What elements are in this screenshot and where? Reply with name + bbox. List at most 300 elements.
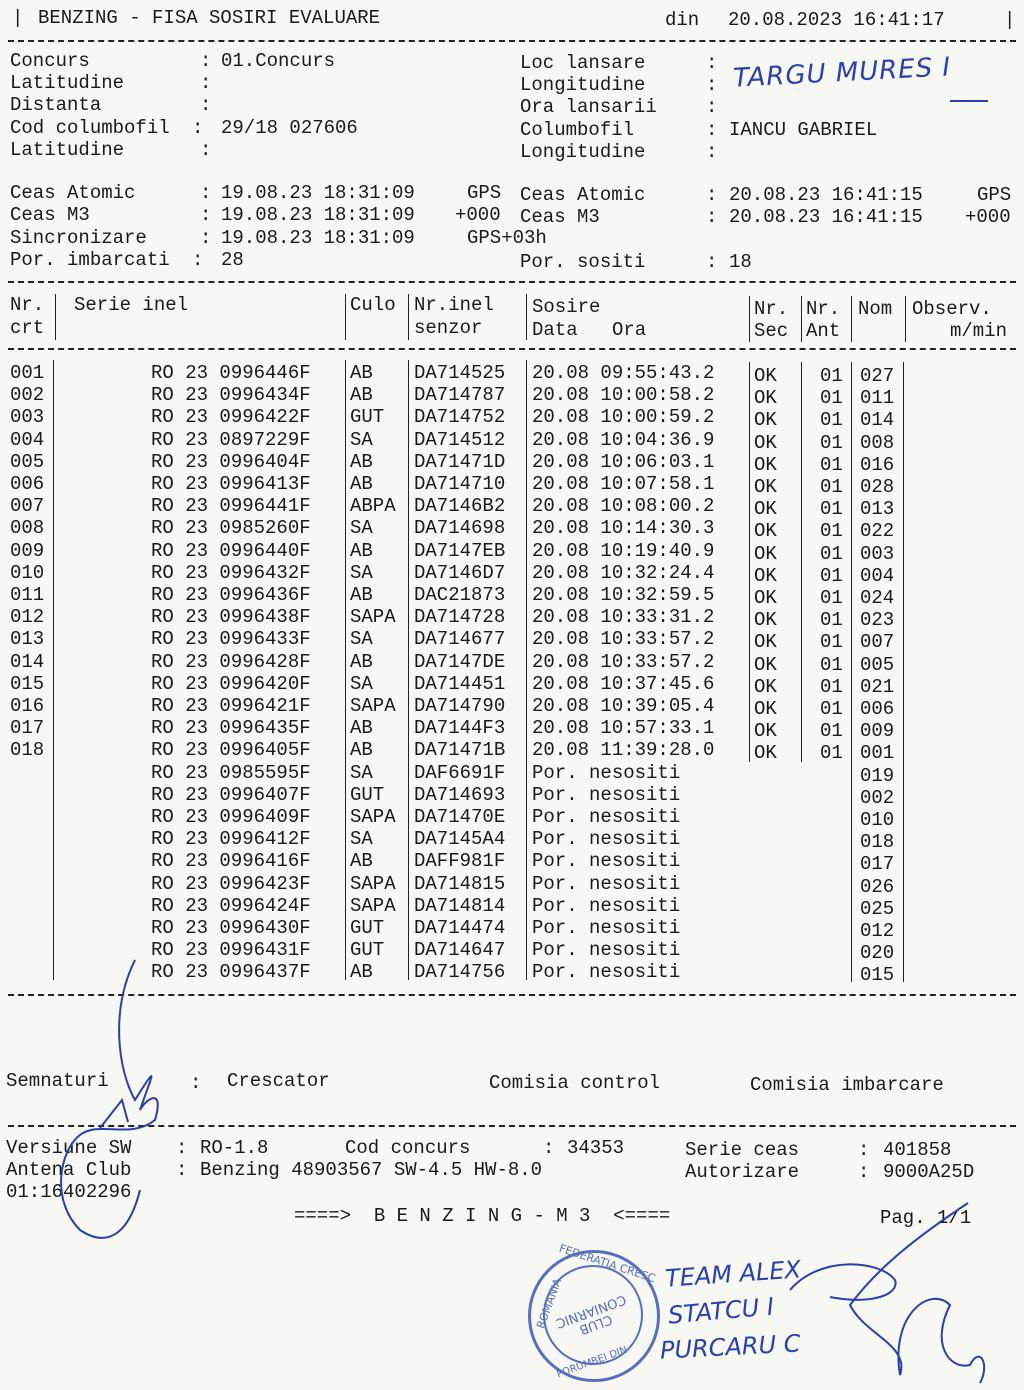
row-nom: 027 (860, 365, 895, 387)
row-ring-series: RO 23 0996428F (151, 650, 311, 673)
header-sep (905, 296, 906, 342)
row-color: AB (350, 961, 373, 984)
colon: : (192, 117, 204, 139)
row-color: GUT (350, 939, 385, 962)
row-nom: 010 (860, 809, 895, 831)
colon: : (543, 1137, 555, 1159)
stamp-text-bottom: PORUMBEI DIN (555, 1344, 629, 1381)
loc-lansare-handwritten: TARGU MURES I (732, 52, 952, 94)
row-sec: OK (754, 476, 777, 498)
row-arrival: 20.08 10:14:30.3 (532, 517, 715, 540)
colon: : (200, 50, 212, 72)
colon: : (706, 96, 718, 118)
row-sec: OK (754, 453, 777, 476)
row-ant: 01 (820, 365, 843, 387)
row-sec: OK (754, 542, 777, 565)
header-left-bar: | (12, 7, 24, 29)
m3-clock-label: Ceas M3 (10, 204, 90, 226)
row-sec: OK (754, 742, 777, 765)
col-data: Data (532, 319, 578, 341)
date-label: din (665, 9, 700, 31)
cod-columbofil-label: Cod columbofil (10, 117, 170, 139)
row-ring-series: RO 23 0985260F (151, 517, 311, 540)
antena-value: Benzing 48903567 SW-4.5 HW-8.0 (200, 1159, 543, 1181)
row-ant: 01 (820, 431, 843, 454)
row-sensor-ring: DA714512 (414, 428, 506, 451)
row-sensor-ring: DA714474 (414, 917, 506, 939)
row-ring-series: RO 23 0996436F (151, 584, 311, 606)
row-arrival: 20.08 10:37:45.6 (532, 672, 715, 695)
row-color: GUT (350, 783, 385, 806)
row-nom: 017 (860, 853, 895, 876)
club-id: 01:16402296 (6, 1181, 132, 1203)
atomic-clock-end: 20.08.23 16:41:15 (729, 184, 923, 206)
row-nom: 008 (860, 431, 895, 454)
row-ant: 01 (820, 653, 843, 676)
m3-clock-end: 20.08.23 16:41:15 (729, 206, 923, 228)
imbarcati-value: 28 (221, 249, 244, 271)
row-ant: 01 (820, 542, 843, 565)
row-arrival: 20.08 10:33:57.2 (532, 650, 715, 673)
row-ring-series: RO 23 0996435F (151, 717, 311, 740)
row-color: AB (350, 450, 373, 473)
row-nr: 016 (10, 695, 45, 717)
row-sensor-ring: DA714752 (414, 406, 506, 429)
colon: : (200, 94, 212, 116)
sositi-label: Por. sositi (520, 251, 646, 273)
row-sensor-ring: DA714451 (414, 672, 506, 695)
row-nom: 004 (860, 564, 895, 587)
row-sensor-ring: DA714728 (414, 606, 506, 629)
atomic-clock-end-src: GPS (977, 184, 1012, 206)
sig-crescator: Crescator (227, 1070, 330, 1092)
page-number: Pag. 1/1 (880, 1207, 972, 1229)
row-sec: OK (754, 365, 777, 387)
colon: : (200, 139, 212, 161)
row-color: SAPA (350, 894, 396, 917)
header-sep (801, 296, 802, 342)
m3-clock-start: 19.08.23 18:31:09 (221, 204, 415, 226)
row-sec: OK (754, 520, 777, 543)
row-nom: 020 (860, 942, 895, 965)
row-sensor-ring: DA714698 (414, 517, 506, 540)
club-stamp (528, 1241, 660, 1382)
row-nom: 024 (860, 587, 895, 609)
serie-ceas-value: 401858 (883, 1139, 952, 1161)
row-color: AB (350, 473, 373, 495)
row-sensor-ring: DA7145A4 (414, 828, 506, 851)
row-color: SA (350, 628, 373, 651)
row-sensor-ring: DA7147DE (414, 650, 506, 673)
colon: : (706, 184, 718, 206)
sig-comisia-control: Comisia control (489, 1072, 661, 1094)
row-sec: OK (754, 698, 777, 720)
row-nr: 004 (10, 428, 45, 451)
longitude-label: Longitudine (520, 74, 646, 96)
team-line-1: TEAM ALEX (664, 1255, 802, 1293)
row-ring-series: RO 23 0996405F (151, 739, 311, 762)
row-nr: 009 (10, 539, 45, 562)
row-nr: 005 (10, 450, 45, 473)
team-line-2: STATCU I (666, 1292, 776, 1330)
row-nr: 012 (10, 606, 45, 629)
team-line-3: PURCARU C (659, 1329, 802, 1365)
row-arrival: 20.08 10:06:03.1 (532, 450, 715, 473)
row-arrival: 20.08 10:08:00.2 (532, 495, 715, 518)
row-sensor-ring: DA714525 (414, 362, 506, 384)
divider (8, 281, 1016, 283)
colon: : (190, 1072, 202, 1094)
col-ant: Ant (806, 320, 841, 342)
row-sensor-ring: DA714787 (414, 384, 506, 407)
row-ant: 01 (820, 498, 843, 521)
row-sec: OK (754, 609, 777, 632)
row-sec: OK (754, 587, 777, 609)
row-color: GUT (350, 917, 385, 939)
divider (8, 348, 1016, 350)
row-color: SA (350, 428, 373, 451)
row-color: AB (350, 739, 373, 762)
row-color: AB (350, 717, 373, 740)
row-color: AB (350, 584, 373, 606)
body-sep (851, 362, 852, 982)
latitude-label-2: Latitudine (10, 139, 125, 161)
ora-lansarii-label: Ora lansarii (520, 96, 657, 118)
atomic-clock-start: 19.08.23 18:31:09 (221, 182, 415, 204)
row-nom: 005 (860, 653, 895, 676)
col-nr-ant: Nr. (806, 298, 841, 320)
row-color: AB (350, 850, 373, 873)
row-ring-series: RO 23 0996409F (151, 806, 311, 828)
row-nr: 007 (10, 495, 45, 518)
crescator-signature (40, 950, 180, 1250)
row-color: SAPA (350, 695, 396, 717)
col-sosire: Sosire (532, 296, 601, 318)
row-color: SA (350, 561, 373, 584)
row-nr: 011 (10, 584, 45, 606)
header-sep (408, 294, 409, 340)
m3-clock-label-2: Ceas M3 (520, 206, 600, 228)
row-ring-series: RO 23 0996421F (151, 695, 311, 717)
columbofil-value: IANCU GABRIEL (729, 119, 878, 141)
row-ring-series: RO 23 0996440F (151, 539, 311, 562)
row-nr: 018 (10, 739, 45, 762)
row-ant: 01 (820, 720, 843, 743)
col-nom: Nom (858, 298, 893, 320)
loc-lansare-label: Loc lansare (520, 52, 646, 74)
row-sensor-ring: DA714677 (414, 628, 506, 651)
row-ring-series: RO 23 0996446F (151, 362, 311, 384)
row-arrival: 20.08 10:07:58.1 (532, 473, 715, 495)
atomic-clock-label: Ceas Atomic (10, 182, 136, 204)
row-arrival: 20.08 10:57:33.1 (532, 717, 715, 740)
row-sensor-ring: DA714647 (414, 939, 506, 962)
row-ring-series: RO 23 0996422F (151, 406, 311, 429)
row-sec: OK (754, 431, 777, 454)
sw-version-value: RO-1.8 (200, 1137, 269, 1159)
row-ant: 01 (820, 698, 843, 720)
body-sep (749, 362, 750, 762)
row-nom: 021 (860, 675, 895, 698)
row-ring-series: RO 23 0996420F (151, 672, 311, 695)
row-ring-series: RO 23 0996430F (151, 917, 311, 939)
distance-label: Distanta (10, 94, 102, 116)
colon: : (176, 1137, 188, 1159)
header-right-bar: | (1004, 9, 1016, 31)
divider (8, 40, 1016, 42)
row-color: SAPA (350, 606, 396, 629)
cod-concurs-label: Cod concurs (345, 1137, 471, 1159)
row-nr: 008 (10, 517, 45, 540)
row-sensor-ring: DA71471B (414, 739, 506, 762)
row-sensor-ring: DA7144F3 (414, 717, 506, 740)
row-arrival: 20.08 10:00:59.2 (532, 406, 715, 429)
colon: : (192, 249, 204, 271)
row-arrival: 20.08 10:04:36.9 (532, 428, 715, 451)
row-arrival: 20.08 10:39:05.4 (532, 695, 715, 717)
row-color: GUT (350, 406, 385, 429)
row-ant: 01 (820, 631, 843, 654)
row-ant: 01 (820, 409, 843, 432)
row-nr: 017 (10, 717, 45, 740)
colon: : (706, 251, 718, 273)
colon: : (176, 1159, 188, 1181)
row-ant: 01 (820, 453, 843, 476)
row-ring-series: RO 23 0996424F (151, 894, 311, 917)
handwriting-underline (950, 100, 988, 102)
row-ant: 01 (820, 609, 843, 632)
col-senzor: senzor (414, 317, 483, 339)
row-nom: 007 (860, 631, 895, 654)
row-arrival: 20.08 09:55:43.2 (532, 362, 715, 384)
row-arrival: 20.08 10:19:40.9 (532, 539, 715, 562)
row-ant: 01 (820, 387, 843, 410)
row-arrival: 20.08 11:39:28.0 (532, 739, 715, 762)
row-ring-series: RO 23 0996434F (151, 384, 311, 407)
row-sensor-ring: DA714814 (414, 894, 506, 917)
colon: : (706, 206, 718, 228)
sw-version-label: Versiune SW (6, 1137, 132, 1159)
body-sep (408, 360, 409, 980)
row-ring-series: RO 23 0996433F (151, 628, 311, 651)
row-ring-series: RO 23 0996404F (151, 450, 311, 473)
header-sep (749, 296, 750, 342)
row-nom: 025 (860, 897, 895, 920)
row-sec: OK (754, 409, 777, 432)
row-nom: 016 (860, 453, 895, 476)
row-ant: 01 (820, 564, 843, 587)
body-sep (526, 360, 527, 980)
row-nom: 011 (860, 387, 895, 410)
row-nom: 022 (860, 520, 895, 543)
row-sensor-ring: DAFF981F (414, 850, 506, 873)
sync-value: 19.08.23 18:31:09 (221, 227, 415, 249)
header-sep (55, 294, 56, 340)
row-nr: 013 (10, 628, 45, 651)
row-sensor-ring: DA71470E (414, 806, 506, 828)
stamp-text-top: FEDERATIA CRESC (557, 1241, 658, 1286)
row-nom: 028 (860, 476, 895, 498)
row-nom: 019 (860, 764, 895, 787)
row-sec: OK (754, 564, 777, 587)
row-nom: 009 (860, 720, 895, 743)
row-arrival: 20.08 10:32:24.4 (532, 561, 715, 584)
row-ant: 01 (820, 520, 843, 543)
row-nom: 003 (860, 542, 895, 565)
row-color: AB (350, 384, 373, 407)
header-sep (526, 294, 527, 340)
col-ora: Ora (612, 319, 647, 341)
row-nom: 014 (860, 409, 895, 432)
row-sensor-ring: DA7146B2 (414, 495, 506, 518)
row-sensor-ring: DAC21873 (414, 584, 506, 606)
atomic-clock-label-2: Ceas Atomic (520, 184, 646, 206)
concurs-value: 01.Concurs (221, 50, 336, 72)
colon: : (858, 1161, 870, 1183)
row-nom: 015 (860, 964, 895, 987)
row-ring-series: RO 23 0996437F (151, 961, 311, 984)
columbofil-label: Columbofil (520, 119, 635, 141)
row-nom: 002 (860, 786, 895, 809)
antena-label: Antena Club (6, 1159, 132, 1181)
atomic-clock-start-src: GPS (467, 182, 502, 204)
row-sensor-ring: DA714756 (414, 961, 506, 984)
sync-label: Sincronizare (10, 227, 147, 249)
colon: : (706, 52, 718, 74)
row-ant: 01 (820, 476, 843, 498)
row-sensor-ring: DA71471D (414, 450, 506, 473)
body-sep (801, 362, 802, 762)
longitude-label-2: Longitudine (520, 141, 646, 163)
row-sec: OK (754, 675, 777, 698)
colon: : (200, 72, 212, 94)
body-sep (53, 360, 54, 980)
header-sep (851, 296, 852, 342)
row-sec: OK (754, 631, 777, 654)
row-arrival: Por. nesositi (532, 894, 681, 917)
row-ring-series: RO 23 0996432F (151, 561, 311, 584)
row-ant: 01 (820, 587, 843, 609)
colon: : (200, 204, 212, 226)
col-sec: Sec (754, 320, 789, 342)
row-color: ABPA (350, 495, 396, 518)
row-color: AB (350, 362, 373, 384)
row-arrival: Por. nesositi (532, 939, 681, 962)
row-arrival: Por. nesositi (532, 806, 681, 828)
row-nom: 001 (860, 742, 895, 765)
row-sensor-ring: DA7147EB (414, 539, 506, 562)
row-sensor-ring: DA714693 (414, 783, 506, 806)
row-ring-series: RO 23 0996407F (151, 783, 311, 806)
col-nr-sec: Nr. (754, 298, 789, 320)
sositi-value: 18 (729, 251, 752, 273)
latitude-label: Latitudine (10, 72, 125, 94)
body-sep (903, 362, 904, 982)
row-color: SAPA (350, 872, 396, 895)
row-sec: OK (754, 498, 777, 521)
date-value: 20.08.2023 16:41:17 (728, 9, 945, 31)
brand-line: ====> B E N Z I N G - M 3 <==== (294, 1205, 671, 1227)
row-sensor-ring: DA714710 (414, 473, 506, 495)
row-nr: 014 (10, 650, 45, 673)
row-nr: 002 (10, 384, 45, 407)
row-arrival: Por. nesositi (532, 850, 681, 873)
col-nr: Nr. (10, 294, 45, 316)
row-arrival: Por. nesositi (532, 828, 681, 851)
serie-ceas-label: Serie ceas (685, 1139, 800, 1161)
row-arrival: 20.08 10:00:58.2 (532, 384, 715, 407)
sync-source: GPS+03h (467, 227, 547, 249)
row-ring-series: RO 23 0996431F (151, 939, 311, 962)
row-sensor-ring: DAF6691F (414, 761, 506, 784)
document-title: BENZING - FISA SOSIRI EVALUARE (38, 7, 381, 29)
concurs-label: Concurs (10, 50, 90, 72)
row-nr: 003 (10, 406, 45, 429)
colon: : (858, 1139, 870, 1161)
row-arrival: Por. nesositi (532, 917, 681, 939)
row-nom: 018 (860, 831, 895, 854)
row-nom: 013 (860, 498, 895, 521)
row-ring-series: RO 23 0897229F (151, 428, 311, 451)
row-ring-series: RO 23 0996416F (151, 850, 311, 873)
signatures-label: Semnaturi (6, 1070, 109, 1092)
row-ring-series: RO 23 0996441F (151, 495, 311, 518)
row-sensor-ring: DA714790 (414, 695, 506, 717)
row-arrival: Por. nesositi (532, 783, 681, 806)
colon: : (706, 74, 718, 96)
row-color: AB (350, 650, 373, 673)
row-nr: 001 (10, 362, 45, 384)
row-color: SA (350, 517, 373, 540)
row-nom: 006 (860, 698, 895, 720)
autorizare-value: 9000A25D (883, 1161, 975, 1183)
col-observ: Observ. (912, 298, 992, 320)
row-ring-series: RO 23 0996423F (151, 872, 311, 895)
colon: : (200, 182, 212, 204)
row-arrival: Por. nesositi (532, 761, 681, 784)
row-arrival: 20.08 10:33:31.2 (532, 606, 715, 629)
row-nom: 023 (860, 609, 895, 632)
row-sensor-ring: DA7146D7 (414, 561, 506, 584)
col-nr-inel: Nr.inel (414, 294, 494, 316)
cod-columbofil-value: 29/18 027606 (221, 117, 358, 139)
row-arrival: Por. nesositi (532, 961, 681, 984)
col-m-min: m/min (950, 320, 1008, 342)
row-arrival: 20.08 10:33:57.2 (532, 628, 715, 651)
row-color: AB (350, 539, 373, 562)
row-sec: OK (754, 387, 777, 410)
row-color: SA (350, 828, 373, 851)
col-serie-inel: Serie inel (74, 294, 189, 316)
row-ring-series: RO 23 0985595F (151, 761, 311, 784)
row-sec: OK (754, 653, 777, 676)
row-sec: OK (754, 720, 777, 743)
stamp-text-side: ROMANIA (534, 1276, 565, 1331)
autorizare-label: Autorizare (685, 1161, 800, 1183)
colon: : (706, 141, 718, 163)
cod-concurs-value: 34353 (567, 1137, 625, 1159)
imbarcati-label: Por. imbarcati (10, 249, 170, 271)
stamp-text-center: CLUB CONIARNIC (553, 1291, 628, 1337)
row-ring-series: RO 23 0996413F (151, 473, 311, 495)
row-nr: 010 (10, 561, 45, 584)
sig-comisia-imbarcare: Comisia imbarcare (750, 1074, 944, 1096)
col-crt: crt (10, 317, 45, 339)
row-color: SA (350, 761, 373, 784)
row-color: SA (350, 672, 373, 695)
row-ant: 01 (820, 742, 843, 765)
header-sep (345, 294, 346, 340)
